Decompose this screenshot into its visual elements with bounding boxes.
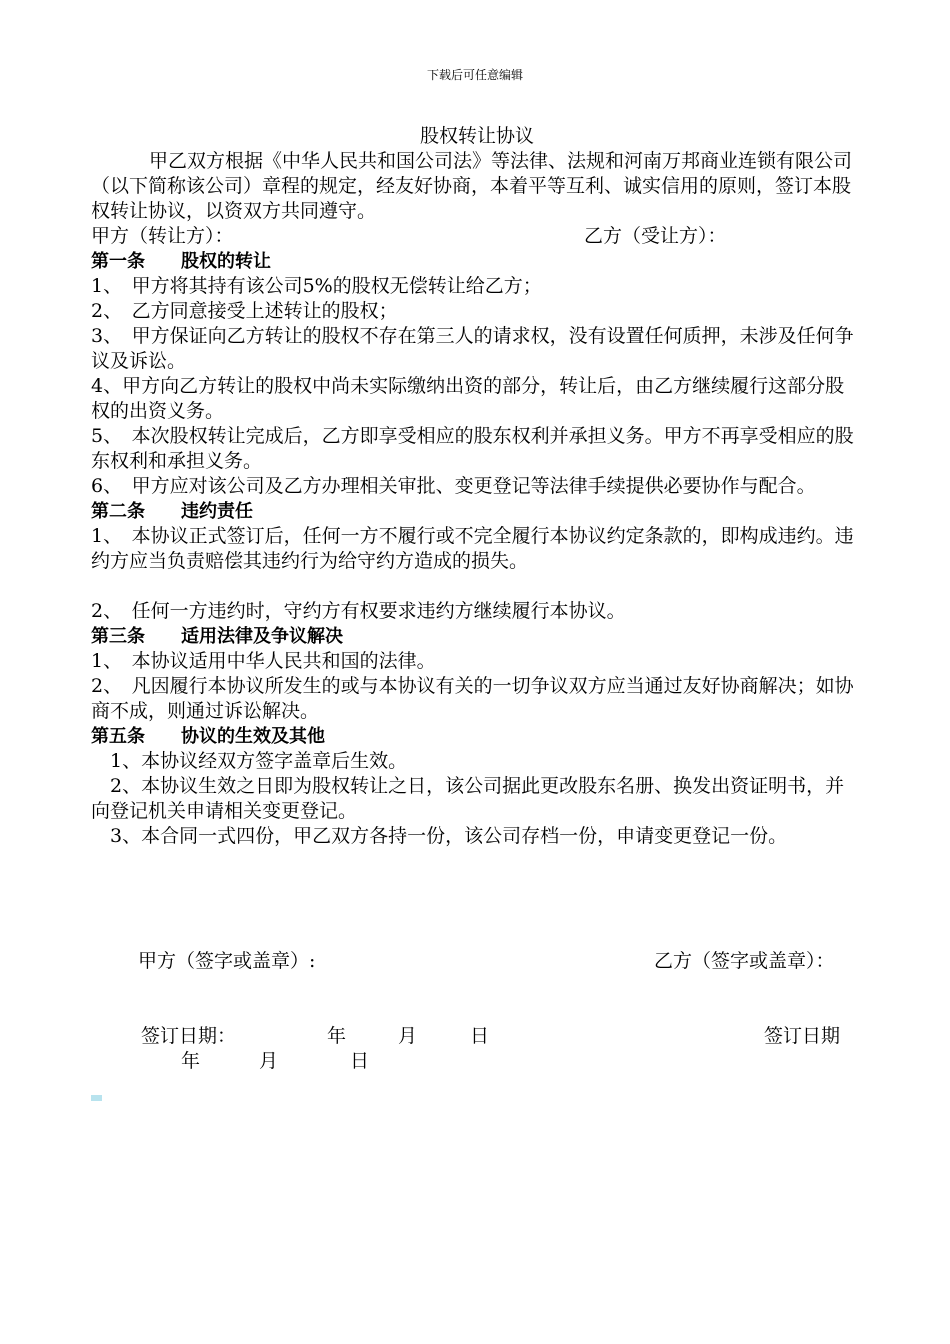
article-2-heading: 第二条 违约责任 [91, 501, 253, 522]
article-1-item: 6、 甲方应对该公司及乙方办理相关审批、变更登记等法律手续提供必要协作与配合。 [91, 475, 816, 497]
document-title: 股权转让协议 [419, 125, 534, 147]
party-a-signature-label: 甲方（签字或盖章）: [138, 950, 316, 972]
article-1-heading: 第一条 股权的转让 [91, 251, 271, 272]
parties-line [91, 224, 863, 249]
article-1-item: 5、 本次股权转让完成后，乙方即享受相应的股东权利并承担义务。甲方不再享受相应的股东权利和承担义务。 [91, 425, 854, 472]
article-1-item: 4、甲方向乙方转让的股权中尚未实际缴纳出资的部分，转让后，由乙方继续履行这部分股权的出资义务。 [91, 375, 845, 422]
article-1-item: 3、 甲方保证向乙方转让的股权不存在第三人的请求权，没有设置任何质押，未涉及任何争议及诉讼。 [91, 325, 854, 372]
article-2-item: 2、 任何一方违约时，守约方有权要求违约方继续履行本协议。 [91, 600, 626, 622]
party-b-year: 年 [181, 1050, 201, 1072]
party-b-day: 日 [350, 1050, 370, 1072]
article-5-item: 1、本协议经双方签字盖章后生效。 [110, 750, 408, 772]
highlight-mark [91, 1095, 102, 1101]
party-b-date-label: 签订日期 [764, 1025, 841, 1047]
party-b-label: 乙方（受让方）： [584, 225, 727, 247]
article-5-item: 3、本合同一式四份，甲乙双方各持一份，该公司存档一份，申请变更登记一份。 [110, 825, 788, 847]
party-a-label: 甲方（转让方）： [91, 225, 234, 247]
party-a-year: 年 [327, 1025, 347, 1047]
article-5-item: 2、本协议生效之日即为股权转让之日，该公司据此更改股东名册、换发出资证明书，并向登记机关申请相关变更登记。 [91, 775, 845, 822]
article-5-heading: 第五条 协议的生效及其他 [91, 726, 325, 747]
party-a-date-label: 签订日期： [141, 1025, 237, 1047]
party-a-month: 月 [398, 1025, 418, 1047]
article-3-item: 2、 凡因履行本协议所发生的或与本协议有关的一切争议双方应当通过友好协商解决；如协商不成，则通过诉讼解决。 [91, 675, 854, 722]
article-1-item: 1、 甲方将其持有该公司5%的股权无偿转让给乙方； [91, 275, 542, 297]
article-3-heading: 第三条 适用法律及争议解决 [91, 626, 343, 647]
article-1-item: 2、 乙方同意接受上述转让的股权； [91, 300, 398, 322]
party-b-signature-label: 乙方（签字或盖章）： [654, 950, 835, 972]
document-body [91, 124, 863, 849]
article-3-item: 1、 本协议适用中华人民共和国的法律。 [91, 650, 436, 672]
article-2-item: 1、 本协议正式签订后，任何一方不履行或不完全履行本协议约定条款的，即构成违约。违约方应当负责赔偿其违约行为给守约方造成的损失。 [91, 525, 854, 572]
party-a-day: 日 [470, 1025, 490, 1047]
header-note: 下载后可任意编辑 [426, 68, 523, 82]
party-b-month: 月 [259, 1050, 279, 1072]
intro-paragraph: 甲乙双方根据《中华人民共和国公司法》等法律、法规和河南万邦商业连锁有限公司（以下简称该公司）章程的规定，经友好协商，本着平等互利、诚实信用的原则，签订本股权转让协议，以资双方共同遵守。 [91, 150, 853, 222]
